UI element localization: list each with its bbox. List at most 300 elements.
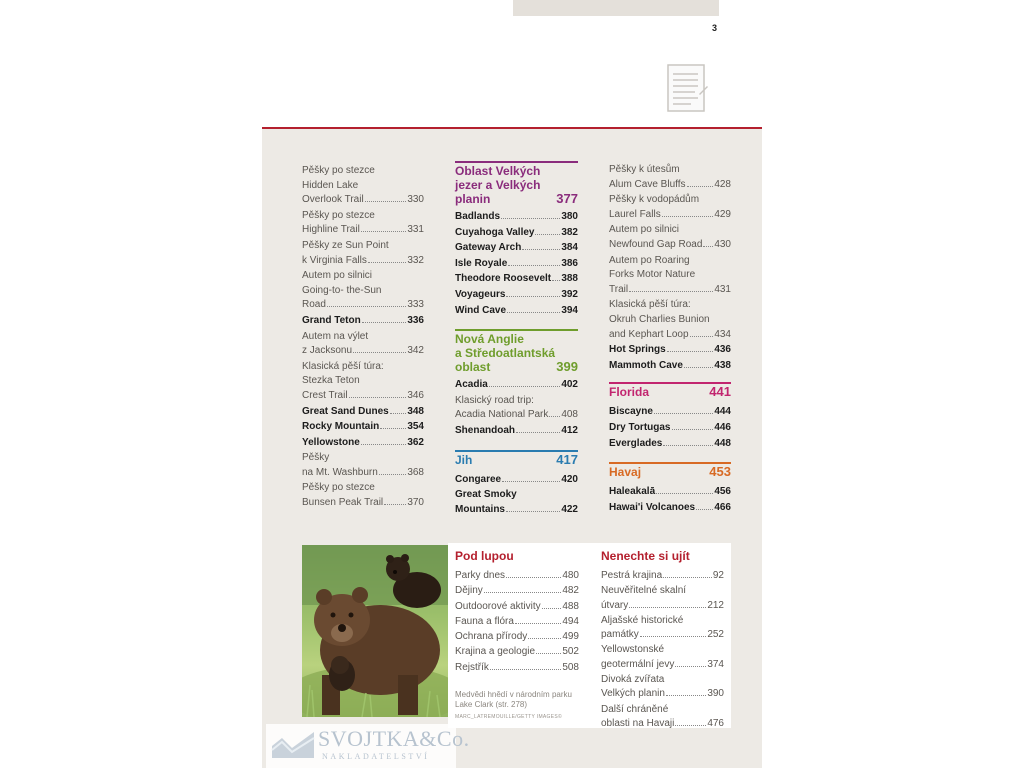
toc-entry-line: Forks Motor Nature <box>609 269 696 281</box>
toc-entry-title: Overlook Trail <box>302 194 364 206</box>
toc-entry-line <box>302 420 424 435</box>
toc-entry-page: 336 <box>407 314 424 326</box>
toc-entry-title: Voyageurs <box>455 288 506 300</box>
toc-entry-page: 386 <box>561 257 578 269</box>
dot-leader <box>536 653 561 654</box>
section-title <box>455 164 540 206</box>
toc-entry-title: Congaree <box>455 473 502 485</box>
dot-leader <box>327 306 406 307</box>
toc-entry <box>609 485 731 500</box>
toc-entry-line <box>455 288 578 303</box>
toc-entry-title: Gateway Arch <box>455 242 522 254</box>
toc-entry-line <box>609 485 731 500</box>
section-gap <box>455 321 578 329</box>
toc-entry-line <box>609 328 731 343</box>
toc-column-2 <box>455 161 578 520</box>
section-title-line: Jih <box>455 452 473 467</box>
toc-entry-title: útvary <box>601 599 629 611</box>
toc-entry-title: Mammoth Cave <box>609 359 683 371</box>
toc-entry-page: 436 <box>714 344 731 356</box>
toc-entry-page: 431 <box>714 283 731 295</box>
toc-entry-title: Bunsen Peak Trail <box>302 497 384 509</box>
dot-leader <box>663 445 713 446</box>
toc-entry-page: 402 <box>561 379 578 391</box>
section-title-line: Havaj <box>609 465 642 480</box>
toc-entry <box>455 210 578 225</box>
toc-entry-title: Laurel Falls <box>609 208 661 220</box>
toc-entry-page: 476 <box>707 717 724 729</box>
toc-entry <box>455 394 578 423</box>
toc-entry-line <box>455 378 578 393</box>
toc-entry-line <box>601 717 724 731</box>
toc-entry-line <box>601 628 724 642</box>
toc-entry-line <box>609 343 731 358</box>
toc-entry-page: 390 <box>707 688 724 700</box>
toc-entry-line: Pěšky po stezce <box>302 482 375 494</box>
toc-column-3-entries <box>609 163 731 373</box>
toc-entry-line: Pěšky po stezce <box>302 165 375 176</box>
toc-entry-line <box>302 193 424 208</box>
toc-entry-title: Rejstřík <box>455 661 489 673</box>
toc-entry-line <box>601 569 724 583</box>
toc-entry-line <box>455 615 579 629</box>
toc-entry-line: Divoká zvířata <box>601 674 665 686</box>
toc-entry-title: Isle Royale <box>455 257 508 269</box>
dot-leader <box>362 322 407 323</box>
toc-entry-page: 394 <box>561 304 578 316</box>
toc-entry-title: Krajina a geologie <box>455 646 536 658</box>
toc-entry <box>455 473 578 488</box>
toc-entry-line: Stezka Teton <box>302 375 360 387</box>
top-tab <box>513 0 719 16</box>
toc-entry-line: Další chráněné <box>601 703 669 715</box>
toc-entry-line <box>302 389 424 404</box>
dot-leader <box>506 511 560 512</box>
photo-credit: MARC_LATREMOUILLE/GETTY IMAGES© <box>455 714 562 720</box>
toc-entry-line <box>609 501 731 516</box>
toc-entry <box>609 298 731 342</box>
toc-entry-title: Biscayne <box>609 406 653 418</box>
dot-leader <box>687 186 714 187</box>
dot-leader <box>507 312 560 313</box>
dot-leader <box>667 351 714 352</box>
dot-leader <box>535 234 560 235</box>
toc-entry-page: 333 <box>407 299 424 311</box>
toc-entry-page: 429 <box>714 208 731 220</box>
toc-entry-title: Fauna a flóra <box>455 615 514 627</box>
toc-entry-line <box>302 254 424 269</box>
toc-entry-line <box>302 298 424 313</box>
toc-entry-line: Autem na výlet <box>302 330 369 342</box>
toc-entry-title: Acadia National Park <box>455 409 549 421</box>
toc-entry-line <box>455 304 578 319</box>
toc-entry-title: geotermální jevy <box>601 658 675 670</box>
toc-entry-page: 342 <box>407 345 424 357</box>
document-icon <box>667 64 709 119</box>
toc-entry-title: Alum Cave Bluffs <box>609 178 686 190</box>
toc-entry-line <box>609 405 731 420</box>
toc-entry-line <box>455 424 578 439</box>
toc-entry-page: 380 <box>561 211 578 222</box>
section-entries <box>609 405 731 451</box>
toc-entry-line <box>609 178 731 193</box>
toc-entry-title: z Jacksonu <box>302 345 353 357</box>
section-title-line: jezer a Velkých <box>455 178 541 192</box>
toc-entry-page: 388 <box>561 273 578 285</box>
toc-entry <box>302 314 424 329</box>
dot-leader <box>675 725 706 726</box>
toc-entry-line <box>455 569 579 583</box>
toc-entry-title: Hot Springs <box>609 344 666 356</box>
dot-leader <box>353 352 406 353</box>
dot-leader <box>506 296 560 297</box>
toc-entry <box>455 272 578 287</box>
toc-entry-line <box>455 272 578 287</box>
toc-entry <box>455 584 579 598</box>
toc-entry-line <box>455 226 578 241</box>
toc-entry <box>601 643 724 672</box>
toc-entry <box>302 269 424 313</box>
section-heading <box>455 329 578 374</box>
dot-leader <box>666 695 706 696</box>
toc-entry-page: 384 <box>561 242 578 254</box>
section-gap <box>455 442 578 450</box>
dot-leader <box>656 493 713 494</box>
section-page: 453 <box>709 464 731 480</box>
dot-leader <box>703 246 713 247</box>
dot-leader <box>508 265 560 266</box>
toc-entry-page: 331 <box>407 224 424 236</box>
dot-leader <box>629 291 713 292</box>
toc-entry-line: Klasická pěší túra: <box>302 360 384 372</box>
toc-entry-page: 488 <box>562 600 579 612</box>
toc-entry-line <box>455 600 579 614</box>
toc-entry-page: 482 <box>562 585 579 597</box>
toc-entry-page: 382 <box>561 226 578 238</box>
nenechte-list <box>601 569 724 731</box>
toc-entry-line: Pěšky <box>302 452 330 464</box>
toc-entry-line <box>302 405 424 420</box>
toc-entry <box>455 226 578 241</box>
section-page: 417 <box>556 451 578 467</box>
toc-entry-title: Pestrá krajina <box>601 570 663 581</box>
logo-mark-icon <box>270 728 316 767</box>
dot-leader <box>640 636 707 637</box>
toc-entry <box>609 193 731 222</box>
section-gap <box>609 454 731 462</box>
toc-entry-line: Klasická pěší túra: <box>609 299 691 311</box>
toc-entry <box>609 343 731 358</box>
toc-entry <box>302 405 424 420</box>
toc-entry <box>601 703 724 732</box>
toc-entry <box>601 673 724 702</box>
toc-entry-line: Pěšky k útesům <box>609 164 680 175</box>
section-page: 399 <box>556 359 578 375</box>
toc-entry <box>455 304 578 319</box>
toc-entry-line: Going-to- the-Sun <box>302 284 382 296</box>
toc-entry-page: 370 <box>407 497 424 509</box>
section-title-line: Florida <box>609 385 650 400</box>
dot-leader <box>684 367 713 368</box>
dot-leader <box>672 429 714 430</box>
toc-entry-line: Autem po silnici <box>609 224 680 236</box>
dot-leader <box>365 201 407 202</box>
toc-entry-line <box>302 436 424 451</box>
section-title-line: oblast <box>455 360 491 375</box>
section-title-line: Nová Anglie <box>455 332 524 347</box>
toc-entry-page: 346 <box>407 389 424 401</box>
toc-entry-page: 368 <box>407 466 424 478</box>
toc-entry-line <box>455 241 578 256</box>
toc-entry <box>455 288 578 303</box>
toc-entry-page: 428 <box>714 178 731 190</box>
photo-caption: Medvědi hnědí v národním parku Lake Clark (str. 278) <box>455 690 572 709</box>
section-heading <box>609 462 731 479</box>
toc-entry-page: 480 <box>562 570 579 581</box>
section-gap <box>609 374 731 382</box>
toc-section <box>609 382 731 451</box>
dot-leader <box>663 577 712 578</box>
toc-section <box>455 450 578 518</box>
toc-entry-line <box>601 599 724 613</box>
toc-entry-line <box>302 496 424 511</box>
toc-entry-title: Dry Tortugas <box>609 421 671 433</box>
toc-entry <box>455 630 579 644</box>
dot-leader <box>379 474 407 475</box>
page-number: 3 <box>712 23 718 33</box>
toc-entry-title: Ochrana přírody <box>455 631 528 643</box>
section-title-line: a Středoatlantská <box>455 346 556 361</box>
toc-entry-line <box>302 344 424 359</box>
toc-section <box>455 329 578 438</box>
toc-entry-title: Dějiny <box>455 585 483 597</box>
toc-entry-title: Badlands <box>455 211 501 222</box>
dot-leader <box>502 481 560 482</box>
toc-entry <box>302 436 424 451</box>
toc-entry <box>601 584 724 613</box>
toc-entry-page: 408 <box>561 409 578 421</box>
toc-entry-title: Acadia <box>455 379 488 391</box>
toc-entry-line <box>455 645 579 659</box>
toc-entry-title: památky <box>601 629 639 641</box>
toc-entry-page: 420 <box>561 473 578 485</box>
toc-column-3 <box>609 163 731 518</box>
toc-entry <box>302 360 424 404</box>
dot-leader <box>515 623 561 624</box>
section-entries <box>455 210 578 318</box>
logo-subtitle: NAKLADATELSTVÍ <box>322 752 430 761</box>
toc-entry-title: Everglades <box>609 437 663 449</box>
toc-entry <box>302 420 424 435</box>
toc-entry <box>302 451 424 480</box>
toc-entry-page: 348 <box>407 405 424 417</box>
toc-entry-page: 92 <box>712 570 724 581</box>
dot-leader <box>528 638 561 639</box>
toc-entry-page: 494 <box>562 615 579 627</box>
toc-entry-page: 252 <box>707 629 724 641</box>
toc-entry-line: Neuvěřitelné skalní <box>601 585 687 597</box>
toc-entry <box>455 615 579 629</box>
toc-entry-title: Great Sand Dunes <box>302 405 389 417</box>
toc-entry-title: Newfound Gap Road <box>609 238 703 250</box>
section-heading <box>455 450 578 467</box>
toc-entry <box>601 569 724 583</box>
dot-leader <box>501 218 560 219</box>
dot-leader <box>629 607 706 608</box>
bear-photo <box>302 545 448 717</box>
section-heading <box>609 382 731 399</box>
toc-entry-line <box>455 473 578 488</box>
section-page: 377 <box>556 191 578 206</box>
toc-entry-page: 354 <box>407 421 424 433</box>
toc-entry-title: Highline Trail <box>302 224 360 236</box>
toc-entry-line: Great Smoky <box>455 489 517 501</box>
toc-entry <box>455 257 578 272</box>
toc-entry-line: Klasický road trip: <box>455 394 534 406</box>
section-title <box>455 453 472 467</box>
toc-entry-title: Road <box>302 299 326 311</box>
toc-entry <box>609 223 731 252</box>
toc-entry-line <box>302 466 424 481</box>
dot-leader <box>361 231 407 232</box>
toc-entry <box>302 239 424 268</box>
section-title-line: Oblast Velkých <box>455 164 541 178</box>
dot-leader <box>349 397 407 398</box>
toc-entry <box>609 437 731 452</box>
section-title-line: planin <box>455 192 491 206</box>
toc-entry-line <box>455 210 578 225</box>
toc-entry-line <box>609 421 731 436</box>
toc-entry-page: 212 <box>707 599 724 611</box>
toc-entry-title: Parky dnes <box>455 570 506 581</box>
toc-entry-title: oblasti na Havaji <box>601 717 675 729</box>
toc-entry-page: 444 <box>714 406 731 418</box>
toc-entry-line <box>455 503 578 518</box>
toc-column-1 <box>302 164 424 512</box>
toc-entry-line: Okruh Charlies Bunion <box>609 313 710 325</box>
toc-entry <box>302 164 424 208</box>
toc-entry-title: and Kephart Loop <box>609 328 689 340</box>
toc-entry <box>455 424 578 439</box>
toc-entry <box>455 488 578 517</box>
nenechte-column <box>601 549 724 732</box>
section-entries <box>455 473 578 518</box>
toc-entry-title: Crest Trail <box>302 389 348 401</box>
toc-entry-page: 374 <box>707 658 724 670</box>
dot-leader <box>506 577 561 578</box>
toc-entry-line <box>302 314 424 329</box>
toc-entry <box>455 600 579 614</box>
toc-entry-page: 434 <box>714 328 731 340</box>
toc-entry-page: 502 <box>562 646 579 658</box>
toc-entry-line <box>601 658 724 672</box>
toc-entry-title: Outdoorové aktivity <box>455 600 541 612</box>
section-title <box>455 332 555 374</box>
toc-entry-page: 362 <box>407 436 424 448</box>
toc-entry-title: Haleakalā <box>609 486 656 498</box>
toc-entry-page: 330 <box>407 194 424 206</box>
toc-entry-title: k Virginia Falls <box>302 254 367 266</box>
toc-entry <box>302 481 424 510</box>
toc-entry <box>455 378 578 393</box>
toc-entry-line: Autem po silnici <box>302 270 373 282</box>
toc-entry-title: Yellowstone <box>302 436 360 448</box>
toc-entry <box>601 614 724 643</box>
toc-entry-line <box>455 408 578 423</box>
toc-entry-line <box>609 238 731 253</box>
toc-column-3-sections <box>609 382 731 515</box>
toc-entry-line: Hidden Lake <box>302 179 359 191</box>
pod-lupou-column <box>455 549 579 676</box>
toc-entry-title: Mountains <box>455 503 505 515</box>
section-title <box>609 465 641 479</box>
toc-entry-page: 446 <box>714 421 731 433</box>
toc-entry-title: Rocky Mountain <box>302 421 380 433</box>
dot-leader <box>654 413 713 414</box>
toc-entry-line <box>609 359 731 374</box>
toc-entry <box>609 359 731 374</box>
toc-entry-line: Pěšky k vodopádům <box>609 194 700 206</box>
toc-entry <box>302 330 424 359</box>
toc-entry <box>609 163 731 192</box>
dot-leader <box>522 249 560 250</box>
toc-entry-page: 430 <box>714 238 731 250</box>
dot-leader <box>361 444 407 445</box>
toc-entry-line <box>455 661 579 675</box>
toc-entry-page: 508 <box>562 661 579 673</box>
dot-leader <box>675 666 706 667</box>
toc-entry-title: Theodore Roosevelt <box>455 273 552 285</box>
toc-entry <box>455 661 579 675</box>
toc-entry-line: Pěšky ze Sun Point <box>302 239 389 251</box>
toc-section <box>455 161 578 318</box>
section-entries <box>455 378 578 438</box>
dot-leader <box>368 262 406 263</box>
toc-entry-page: 438 <box>714 359 731 371</box>
toc-entry-line: Autem po Roaring <box>609 254 690 266</box>
toc-entry <box>302 209 424 238</box>
dot-leader <box>384 504 406 505</box>
pod-lupou-title: Pod lupou <box>455 549 514 563</box>
toc-entry-page: 456 <box>714 486 731 498</box>
toc-entry-line <box>609 437 731 452</box>
toc-entry-line <box>455 630 579 644</box>
toc-entry-page: 422 <box>561 503 578 515</box>
pod-lupou-list <box>455 569 579 675</box>
dot-leader <box>696 509 713 510</box>
toc-entry-page: 392 <box>561 288 578 300</box>
toc-entry <box>455 569 579 583</box>
toc-entry <box>455 241 578 256</box>
dot-leader <box>390 413 407 414</box>
dot-leader <box>490 669 561 670</box>
toc-entry-line <box>302 223 424 238</box>
toc-entry-title: Wind Cave <box>455 304 507 316</box>
toc-entry-line <box>455 257 578 272</box>
toc-entry-line <box>455 584 579 598</box>
section-title <box>609 385 649 399</box>
toc-entry-title: Cuyahoga Valley <box>455 226 535 238</box>
dot-leader <box>662 216 714 217</box>
toc-entry-title: Velkých planin <box>601 688 665 700</box>
toc-entry-page: 499 <box>562 631 579 643</box>
toc-entry <box>609 254 731 298</box>
dot-leader <box>489 386 561 387</box>
toc-entry <box>455 645 579 659</box>
toc-entry-title: na Mt. Washburn <box>302 466 378 478</box>
toc-entry-line: Pěšky po stezce <box>302 209 375 221</box>
toc-entry-title: Hawai'i Volcanoes <box>609 501 696 513</box>
